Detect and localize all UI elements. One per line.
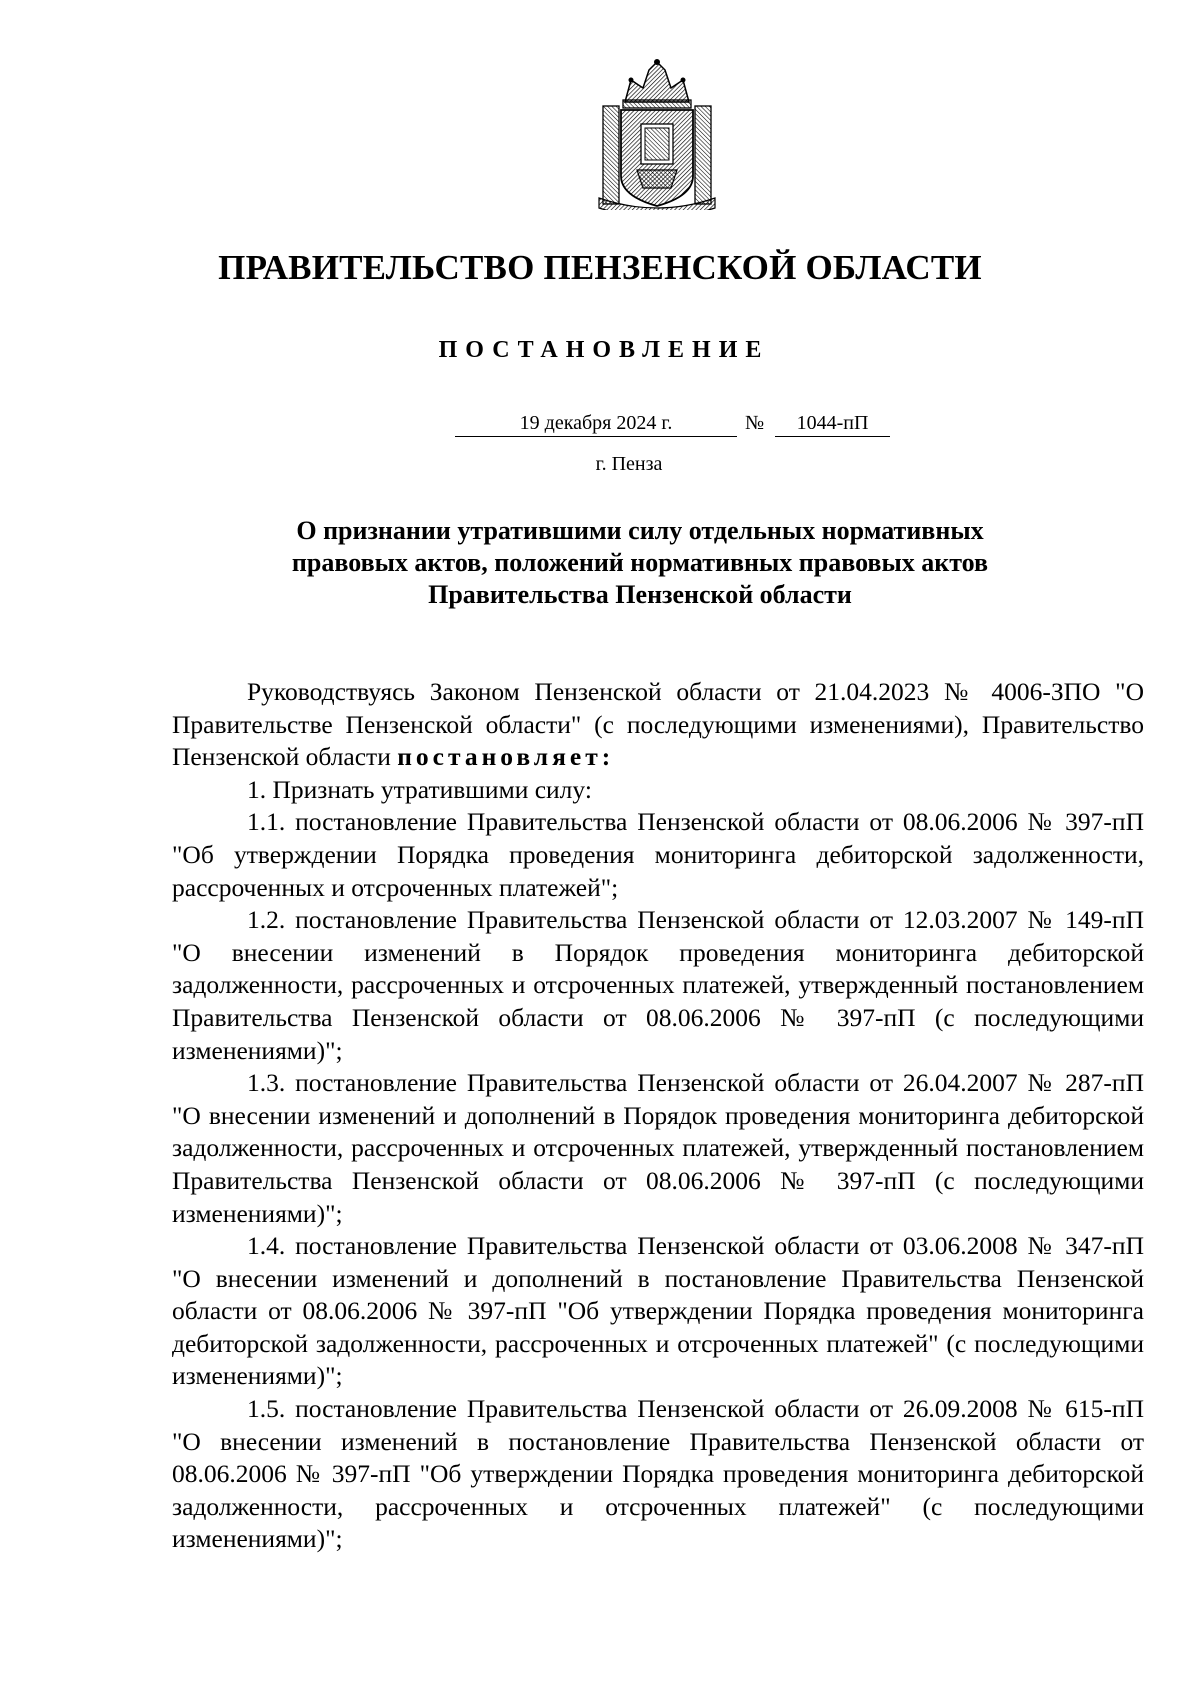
preamble	[172, 676, 1144, 774]
document-body	[172, 676, 1144, 1556]
clause: 1.3. постановление Правительства Пензенской области от 26.04.2007 № 287-пП "О внесении изменений и дополнений в Порядок проведения мониторинга дебиторской задолженности, рассроченных и отсроченных платежей, утвержденный постановлением Правительства Пензенской области от 08.06.2006 № 397-пП (с последующими изменениями)";	[172, 1068, 1144, 1228]
decree-word: постановляет:	[397, 742, 615, 772]
document-city: г. Пенза	[595, 453, 663, 475]
clause: 1.5. постановление Правительства Пензенской области от 26.09.2008 № 615-пП "О внесении изменений в постановление Правительства Пензенской области от 08.06.2006 № 397-пП "Об утверждении Порядка проведения мониторинга дебиторской задолженности, рассроченных и отсроченных платежей" (с последующими изменениями)";	[172, 1394, 1144, 1554]
organization-name: ПРАВИТЕЛЬСТВО ПЕНЗЕНСКОЙ ОБЛАСТИ	[218, 248, 982, 287]
document-number: 1044-пП	[775, 410, 890, 437]
penza-coat-of-arms-icon	[597, 58, 717, 210]
preamble-text: Руководствуясь Законом Пензенской области от 21.04.2023 № 4006-ЗПО "О Правительстве Пензенской области" (с последующими изменениями), Правительство Пензенской области	[172, 677, 1144, 772]
clause: 1. Признать утратившими силу:	[247, 774, 592, 804]
clause: 1.2. постановление Правительства Пензенской области от 12.03.2007 № 149-пП "О внесении изменений в Порядок проведения мониторинга дебиторской задолженности, рассроченных и отсроченных платежей, утвержденный постановлением Правительства Пензенской области от 08.06.2006 № 397-пП (с последующими изменениями)";	[172, 905, 1144, 1065]
clause: 1.4. постановление Правительства Пензенской области от 03.06.2008 № 347-пП "О внесении изменений и дополнений в постановление Правительства Пензенской области от 08.06.2006 № 397-пП "Об утверждении Порядка проведения мониторинга дебиторской задолженности, рассроченных и отсроченных платежей" (с последующими изменениями)";	[172, 1231, 1144, 1391]
number-sign: №	[745, 412, 765, 434]
document-date: 19 декабря 2024 г.	[455, 410, 737, 437]
document-title: О признании утратившими силу отдельных нормативных правовых актов, положений нормативных правовых актов Правительства Пензенской области	[291, 516, 989, 609]
document-type: ПОСТАНОВЛЕНИЕ	[438, 337, 770, 363]
clause: 1.1. постановление Правительства Пензенской области от 08.06.2006 № 397-пП "Об утверждении Порядка проведения мониторинга дебиторской задолженности, рассроченных и отсроченных платежей";	[172, 807, 1144, 902]
